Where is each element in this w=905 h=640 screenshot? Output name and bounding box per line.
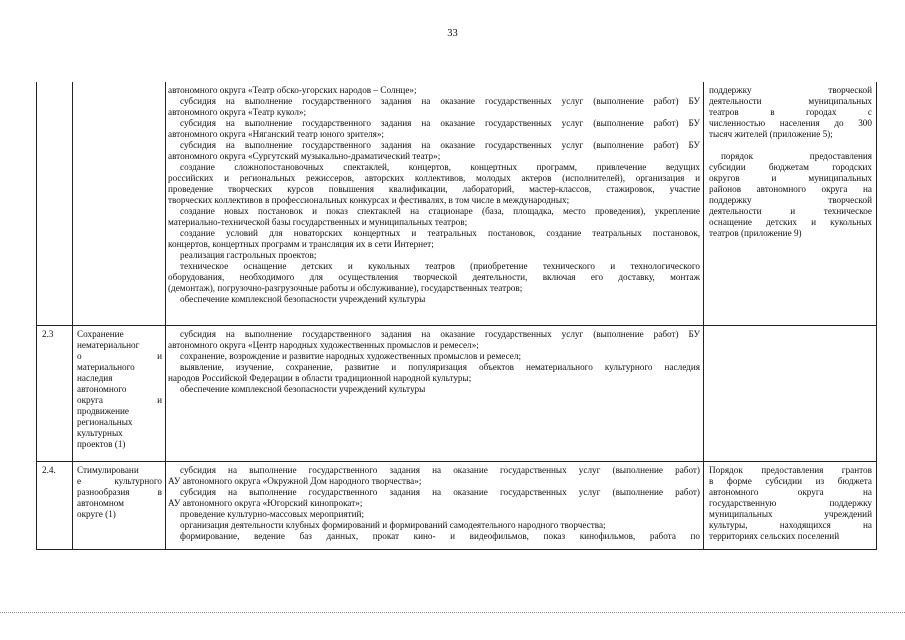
- table-row: [168, 85, 700, 305]
- table-row: [709, 465, 872, 542]
- text-line: материального: [77, 362, 135, 372]
- text-line: театров в городах с: [709, 107, 872, 117]
- text-line: автономного округа «Театр кукол»;: [168, 107, 307, 117]
- row-number: 2.4.: [42, 465, 56, 475]
- text-line: обеспечение комплексной безопасности учреждений культуры: [180, 384, 426, 394]
- text-line: государственную поддержку: [709, 498, 872, 508]
- text-line: Сохранение: [77, 329, 124, 339]
- table-bottom-edge: [36, 549, 877, 550]
- table-row: [77, 329, 162, 450]
- text-line: автономного округа «Театр обско-угорских народов – Солнце»;: [168, 85, 417, 95]
- text-line: оборудования, необходимого для осуществления творческой деятельности, включая его доставку, монтаж: [168, 272, 700, 282]
- row-divider-1: [36, 325, 877, 326]
- text-line: округов и муниципальных: [709, 173, 872, 183]
- text-line: продвижение: [77, 406, 129, 416]
- table-row: [77, 465, 162, 520]
- table-border-num: [72, 82, 73, 550]
- text-line: районов автономного округа на: [709, 184, 872, 194]
- table-border-left: [36, 82, 37, 550]
- table-border-name: [165, 82, 166, 550]
- table-border-activities: [703, 82, 704, 550]
- text-line: субсидия на выполнение государственного задания на оказание государственных услуг (выполнение работ) БУ: [180, 140, 700, 150]
- text-line: творческих коллективов в профессиональных конкурсах и фестивалях, в том числе в международных;: [168, 195, 570, 205]
- text-line: техническое оснащение детских и кукольных театров (приобретение технического и технологического: [180, 261, 700, 271]
- text-line: выявление, изучение, сохранение, развитие и популяризация объектов нематериального культурного наследия: [180, 362, 700, 372]
- text-line: сохранение, возрождение и развитие народных художественных промыслов и ремесел;: [180, 351, 522, 361]
- text-line: создание сложнопостановочных спектаклей, концертов, концертных программ, привлечение ведущих: [180, 162, 700, 172]
- text-line: автономного округа «Центр народных художественных промыслов и ремесел»;: [168, 340, 479, 350]
- text-line: проведение творческих курсов повышения квалификации, лабораторий, мастер-классов, стажировок, участие: [168, 184, 700, 194]
- text-line: о и: [77, 351, 162, 361]
- text-line: материально-технической базы государственных и муниципальных театров;: [168, 217, 468, 227]
- text-line: культурных: [77, 428, 123, 438]
- text-line: поддержку творческой: [709, 195, 872, 205]
- row-number: 2.3: [42, 329, 54, 339]
- text-line: автономном: [77, 498, 124, 508]
- text-line: деятельности муниципальных: [709, 96, 872, 106]
- text-line: проведение культурно-массовых мероприятий;: [180, 509, 365, 519]
- text-line: формирование, ведение баз данных, прокат кино- и видеофильмов, показ кинофильмов, работа по: [180, 531, 700, 541]
- text-line: поддержку творческой: [709, 85, 872, 95]
- text-line: проектов (1): [77, 439, 126, 449]
- text-line: АУ автономного округа «Югорский кинопрокат»;: [168, 498, 363, 508]
- text-line: деятельности и техническое: [709, 206, 872, 216]
- text-line: Порядок предоставления грантов: [709, 465, 872, 475]
- text-line: наследия: [77, 373, 113, 383]
- text-line: АУ автономного округа «Окружной Дом народного творчества»;: [168, 476, 422, 486]
- text-line: народов Российской Федерации в области традиционной народной культуры;: [168, 373, 472, 383]
- text-line: субсидия на выполнение государственного задания на оказание государственных услуг (выполнение работ) БУ: [180, 118, 700, 128]
- text-line: нематериальног: [77, 340, 140, 350]
- text-line: автономного: [77, 384, 127, 394]
- text-line: субсидия на выполнение государственного задания на оказание государственных услуг (выполнение работ) БУ: [180, 329, 700, 339]
- text-line: Стимулировани: [77, 465, 139, 475]
- text-line: реализация гастрольных проектов;: [180, 250, 317, 260]
- text-line: (демонтаж), погрузочно-разгрузочные работы и обслуживание), государственных театров;: [168, 283, 523, 293]
- text-line: субсидия на выполнение государственного задания на оказание государственных услуг (выполнение работ): [180, 465, 700, 475]
- text-line: округе (1): [77, 509, 116, 519]
- text-line: разнообразия в: [77, 487, 162, 497]
- page-bottom-rule: [0, 612, 905, 613]
- text-line: округа и: [77, 395, 162, 405]
- text-line: организация деятельности клубных формирований и формирований самодеятельного народного творчества;: [180, 520, 606, 530]
- text-line: тысяч жителей (приложение 5);: [709, 129, 833, 139]
- text-line: концертов, концертных программ и трансляция их в сети Интернет;: [168, 239, 434, 249]
- table-border-right: [876, 82, 877, 550]
- text-line: культуры, находящихся на: [709, 520, 872, 530]
- text-line: оснащение детских и кукольных: [709, 217, 872, 227]
- text-line: [709, 140, 872, 151]
- text-line: создание условий для новаторских концертных и театральных постановок, создание театральных постановок,: [180, 228, 700, 238]
- text-line: территориях сельских поселений: [709, 531, 840, 541]
- text-line: е культурного: [77, 476, 162, 486]
- text-line: театров (приложение 9): [709, 228, 802, 238]
- text-line: создание новых постановок и показ спектаклей на стационаре (база, площадка, место проведения), укрепление: [180, 206, 700, 216]
- text-line: обеспечение комплексной безопасности учреждений культуры: [180, 294, 426, 304]
- text-line: численностью населения до 300: [709, 118, 872, 128]
- text-line: автономного округа на: [709, 487, 872, 497]
- text-line: в форме субсидии из бюджета: [709, 476, 872, 486]
- table-row: [168, 465, 700, 542]
- text-line: порядок предоставления: [721, 151, 872, 161]
- text-line: автономного округа «Няганский театр юного зрителя»;: [168, 129, 384, 139]
- text-line: российских и региональных режиссеров, авторских коллективов, молодых актеров (исполнителей), организация и: [168, 173, 700, 183]
- text-line: автономного округа «Сургутский музыкально-драматический театр»;: [168, 151, 441, 161]
- text-line: муниципальных учреждений: [709, 509, 872, 519]
- text-line: субсидии бюджетам городских: [709, 162, 872, 172]
- table-row: [709, 85, 872, 239]
- row-divider-2: [36, 461, 877, 462]
- page-number: 33: [447, 28, 458, 39]
- text-line: региональных: [77, 417, 133, 427]
- text-line: субсидия на выполнение государственного задания на оказание государственных услуг (выполнение работ): [180, 487, 700, 497]
- text-line: субсидия на выполнение государственного задания на оказание государственных услуг (выполнение работ) БУ: [180, 96, 700, 106]
- table-row: [168, 329, 700, 395]
